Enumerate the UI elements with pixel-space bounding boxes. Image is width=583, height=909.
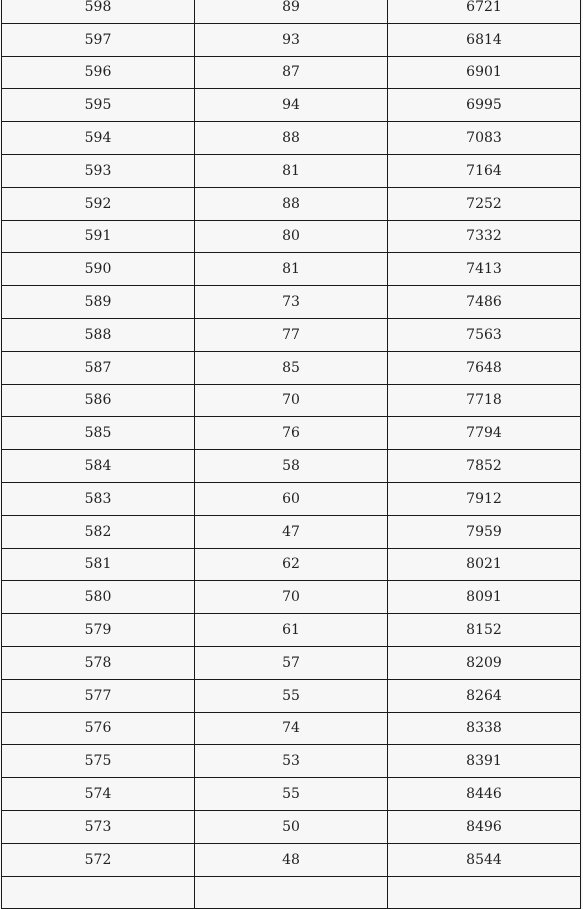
table-cell: 595	[2, 89, 195, 122]
score-table-container	[1, 0, 580, 909]
table-cell: 93	[195, 23, 388, 56]
table-cell: 588	[2, 318, 195, 351]
table-cell: 7648	[388, 351, 581, 384]
table-cell: 8338	[388, 712, 581, 745]
table-cell: 8391	[388, 745, 581, 778]
table-row	[2, 614, 581, 647]
table-cell: 62	[195, 548, 388, 581]
table-cell: 48	[195, 843, 388, 876]
table-row	[2, 23, 581, 56]
table-row	[2, 154, 581, 187]
table-cell: 60	[195, 482, 388, 515]
table-cell: 7563	[388, 318, 581, 351]
table-body	[2, 0, 581, 909]
table-cell: 584	[2, 450, 195, 483]
table-cell: 594	[2, 122, 195, 155]
table-row	[2, 351, 581, 384]
table-cell: 581	[2, 548, 195, 581]
table-cell: 582	[2, 515, 195, 548]
table-cell	[2, 876, 195, 909]
table-row	[2, 515, 581, 548]
table-cell: 577	[2, 679, 195, 712]
table-cell: 597	[2, 23, 195, 56]
table-cell: 80	[195, 220, 388, 253]
table-cell: 585	[2, 417, 195, 450]
table-cell	[388, 876, 581, 909]
table-cell: 7959	[388, 515, 581, 548]
table-cell: 8021	[388, 548, 581, 581]
table-row	[2, 548, 581, 581]
table-cell: 81	[195, 154, 388, 187]
table-cell: 7164	[388, 154, 581, 187]
table-cell: 596	[2, 56, 195, 89]
table-cell: 589	[2, 286, 195, 319]
table-cell: 591	[2, 220, 195, 253]
table-cell: 7718	[388, 384, 581, 417]
table-cell: 88	[195, 187, 388, 220]
table-cell: 6721	[388, 0, 581, 23]
table-row	[2, 56, 581, 89]
table-cell: 70	[195, 581, 388, 614]
table-cell: 7912	[388, 482, 581, 515]
table-cell: 61	[195, 614, 388, 647]
table-cell: 7486	[388, 286, 581, 319]
table-cell: 70	[195, 384, 388, 417]
table-row	[2, 286, 581, 319]
table-cell: 593	[2, 154, 195, 187]
table-cell: 8544	[388, 843, 581, 876]
table-cell: 6814	[388, 23, 581, 56]
table-cell: 580	[2, 581, 195, 614]
table-cell: 8152	[388, 614, 581, 647]
table-cell: 87	[195, 56, 388, 89]
table-cell: 592	[2, 187, 195, 220]
table-cell: 94	[195, 89, 388, 122]
table-cell: 58	[195, 450, 388, 483]
table-cell: 8496	[388, 810, 581, 843]
table-cell: 578	[2, 646, 195, 679]
table-cell: 7332	[388, 220, 581, 253]
table-cell: 575	[2, 745, 195, 778]
table-cell: 74	[195, 712, 388, 745]
table-cell: 572	[2, 843, 195, 876]
table-cell: 590	[2, 253, 195, 286]
table-row	[2, 417, 581, 450]
table-row	[2, 712, 581, 745]
table-row	[2, 876, 581, 909]
table-row	[2, 679, 581, 712]
table-row	[2, 384, 581, 417]
table-row	[2, 646, 581, 679]
table-cell: 587	[2, 351, 195, 384]
table-cell: 8264	[388, 679, 581, 712]
table-cell: 73	[195, 286, 388, 319]
table-cell: 576	[2, 712, 195, 745]
table-row	[2, 843, 581, 876]
table-cell: 6995	[388, 89, 581, 122]
table-row	[2, 810, 581, 843]
table-cell: 7852	[388, 450, 581, 483]
table-cell: 8446	[388, 778, 581, 811]
table-cell: 8209	[388, 646, 581, 679]
table-row	[2, 220, 581, 253]
table-cell: 586	[2, 384, 195, 417]
table-row	[2, 122, 581, 155]
table-cell: 77	[195, 318, 388, 351]
table-row	[2, 187, 581, 220]
table-cell: 8091	[388, 581, 581, 614]
table-cell: 6901	[388, 56, 581, 89]
table-cell	[195, 876, 388, 909]
table-row	[2, 253, 581, 286]
score-table	[1, 0, 581, 909]
table-row	[2, 581, 581, 614]
table-cell: 583	[2, 482, 195, 515]
table-cell: 81	[195, 253, 388, 286]
table-cell: 7794	[388, 417, 581, 450]
table-cell: 573	[2, 810, 195, 843]
table-cell: 88	[195, 122, 388, 155]
table-cell: 47	[195, 515, 388, 548]
table-row	[2, 89, 581, 122]
table-cell: 89	[195, 0, 388, 23]
table-row	[2, 745, 581, 778]
table-row	[2, 318, 581, 351]
table-row	[2, 778, 581, 811]
table-cell: 53	[195, 745, 388, 778]
table-cell: 7252	[388, 187, 581, 220]
table-cell: 76	[195, 417, 388, 450]
table-row	[2, 482, 581, 515]
table-row	[2, 0, 581, 23]
table-cell: 574	[2, 778, 195, 811]
table-cell: 598	[2, 0, 195, 23]
table-cell: 7413	[388, 253, 581, 286]
table-cell: 55	[195, 679, 388, 712]
table-row	[2, 450, 581, 483]
table-cell: 50	[195, 810, 388, 843]
table-cell: 7083	[388, 122, 581, 155]
table-cell: 57	[195, 646, 388, 679]
table-cell: 85	[195, 351, 388, 384]
table-cell: 55	[195, 778, 388, 811]
table-cell: 579	[2, 614, 195, 647]
